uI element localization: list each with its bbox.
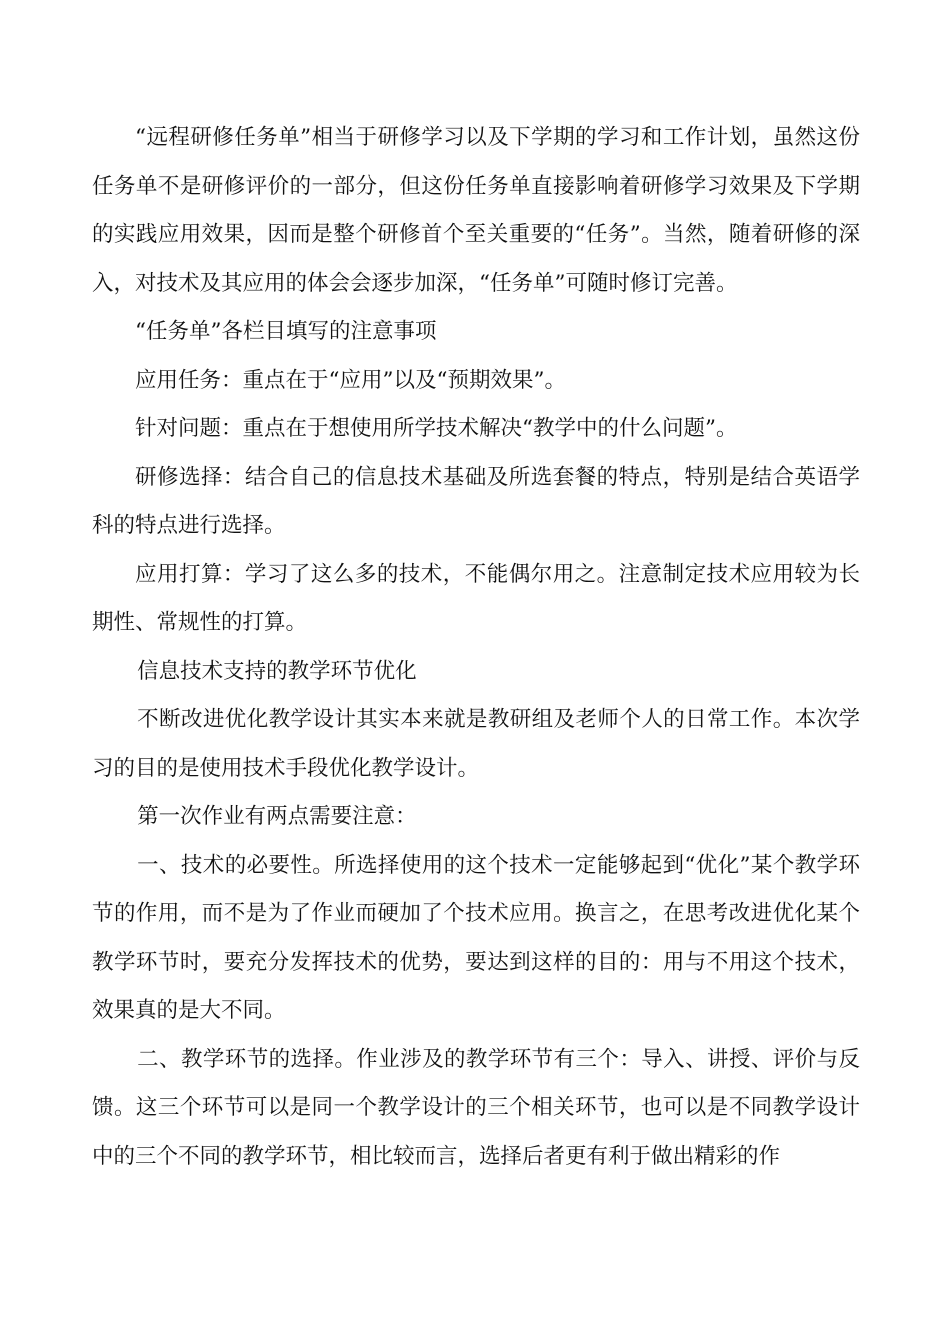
- paragraph-task-sheet-intro: “远程研修任务单”相当于研修学习以及下学期的学习和工作计划，虽然这份任务单不是研修评价的一部分，但这份任务单直接影响着研修学习效果及下学期的实践应用效果，因而是整个研修首个至关重要的“任务”。当然，随着研修的深入，对技术及其应用的体会会逐步加深，“任务单”可随时修订完善。: [92, 125, 860, 296]
- paragraph-teaching-stage-selection: 二、教学环节的选择。作业涉及的教学环节有三个：导入、讲授、评价与反馈。这三个环节可以是同一个教学设计的三个相关环节，也可以是不同教学设计中的三个不同的教学环节，相比较而言，选择后者更有利于做出精彩的作: [92, 1046, 860, 1169]
- paragraph-technology-necessity: 一、技术的必要性。所选择使用的这个技术一定能够起到“优化”某个教学环节的作用，而不是为了作业而硬加了个技术应用。换言之，在思考改进优化某个教学环节时，要充分发挥技术的优势，要达到这样的目的：用与不用这个技术，效果真的是大不同。: [92, 852, 860, 1023]
- paragraph-application-plan: 应用打算：学习了这么多的技术，不能偶尔用之。注意制定技术应用较为长期性、常规性的打算。: [92, 561, 860, 635]
- paragraph-application-task: 应用任务：重点在于“应用”以及“预期效果”。: [135, 367, 566, 393]
- document-body: [92, 114, 860, 1181]
- paragraph-training-choice: 研修选择：结合自己的信息技术基础及所选套餐的特点，特别是结合英语学科的特点进行选择。: [92, 464, 860, 538]
- paragraph-teaching-design-improvement: 不断改进优化教学设计其实本来就是教研组及老师个人的日常工作。本次学习的目的是使用技术手段优化教学设计。: [92, 707, 860, 781]
- paragraph-it-supported-teaching-heading: 信息技术支持的教学环节优化: [137, 658, 417, 684]
- paragraph-task-sheet-notes-heading: “任务单”各栏目填写的注意事项: [135, 319, 437, 344]
- paragraph-target-problem: 针对问题：重点在于想使用所学技术解决“教学中的什么问题”。: [135, 416, 738, 441]
- paragraph-first-assignment-notes: 第一次作业有两点需要注意：: [137, 804, 417, 829]
